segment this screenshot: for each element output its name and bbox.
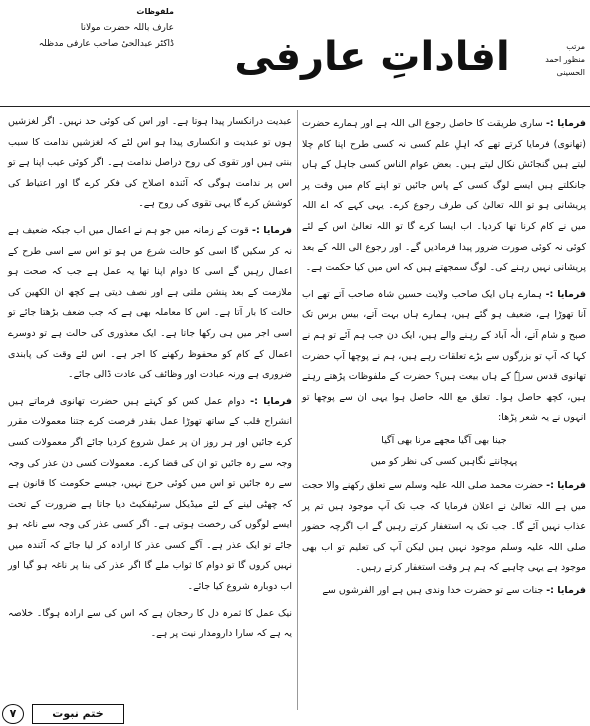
section-tag: ملفوظات [136,7,174,16]
paragraph-label: فرمایا :- [546,480,586,492]
paragraph-label: فرمایا :- [545,118,586,129]
paragraph [302,285,586,429]
author-line-2: ڈاکٹر عبدالحیٔ صاحب عارفی مدظلہ [38,39,174,49]
paragraph-text: ہمارے ہاں ایک صاحب ولایت حسین شاہ صاحب آتے تھے اب آنا تھوڑا ہے، ضعیف ہو گئے ہیں، ہمارے ہاں بہت آتے، بیس برس تک صبح و شام آتے، الٰہ آباد کے رہنے والے ہیں، ایک دن جب ہم آئے تو ہم نے کہا کہ آپ تو بزرگوں سے بڑے تعلقات رہے ہیں، ہم نے پوچھا آپ حضرت تھانوی قدس سرہٗ کے ہاں بیعت ہیں؟ حضرت کے ملفوظات پڑھتے رہتے ہیں، کچھ حاصل ہوا۔ تعلق مع اللہ حاصل ہوا یہی ان سے پوچھا تو انہوں نے یہ شعر پڑھا: [302,288,586,424]
author-line-1: عارف باللہ حضرت مولانا [80,23,174,33]
page-number: ۷ [2,704,24,724]
paragraph [8,221,292,386]
paragraph [8,112,292,215]
paragraph-text: ساری طریقت کا حاصل رجوع الی اللہ ہے اور ہمارے حضرت (تھانوی) فرمایا کرتے تھے کہ اہلِ علم کسی نہ کسی طرح اپنا کام چلا لیتے ہیں گنجائش نکال لیتے ہیں۔ بعض عوام الناس کسی جاہل کے ہاں جانکلتے ہیں ایسے لوگ کسی کے پاس جائیں تو اپنے کام میں وقت پر پریشانی ہو تو اللہ تعالیٰ کی طرف رجوع کرے۔ یہی کہے کہ اے اللہ میں نے کام کرنا تھا کردیا۔ اب ایسا کرے گا تو اللہ تعالیٰ اس کے لئے کوئی نہ کوئی صورت ضرور پیدا فرمادیں گے۔ اور رجوع الی اللہ کے بعد پریشانی نہیں رہنے کی۔ لوگ سمجھتے ہیں کہ اس میں کیا حکمت ہے۔ [302,118,586,274]
compiler-label: مرتب [566,42,585,51]
right-column [302,114,586,602]
paragraph-label: فرمایا :- [546,585,586,597]
paragraph-text: جنات سے تو حضرت خدا وندی ہیں ہے اور الفرشوں سے [322,585,544,597]
left-column [8,112,292,645]
paragraph [302,114,586,279]
paragraph-text: عبدیت درانکسار پیدا ہوتا ہے۔ اور اس کی کوئی حد نہیں۔ اگر لغزشیں ہوں تو عبدیت و انکساری پیدا ہو اس لئے کہ لغزشیں ندامت کا سبب بنتی ہیں اور تقوی کی روح دراصل ندامت ہے۔ اگر کوئی عیب اپنا ہے تو اس پر ندامت ہوگی کہ آئندہ اصلاح کی فکر کرے گا اور اعتیاط کی کوشش کرے گا یہی تقوی کی روح ہے۔ [8,116,292,210]
paragraph [8,604,292,645]
page-title: افاداتِ عارفی [234,34,510,80]
paragraph-text: حضرت محمد صلی اللہ علیہ وسلم سے تعلق رکھنے والا حجت میں ہے اللہ تعالیٰ نے اعلان فرمایا کہ جب تک آپ موجود ہیں تم پر عذاب نہیں آئے گا۔ جب تک یہ استغفار کرتے رہیں گے اب اگرچہ حضور صلی اللہ علیہ وسلم موجود نہیں ہیں لیکن آپ کی تعلیم تو اب بھی موجود ہے یہی چاہیے کہ ہم ہر وقت استغفار کرتے رہیں۔ [302,480,586,574]
paragraph [8,392,292,598]
author-credit [6,4,174,52]
compiler-name: منظور احمد الحسینی [545,55,585,77]
paragraph-text: دوام عمل کس کو کہتے ہیں حضرت تھانوی فرماتے ہیں انشراح قلب کے ساتھ تھوڑا عمل بقدر فرصت کرے جتنا معمولات مقرر کرے جائیں اور ہر روز ان پر عمل شروع کردیا جائے اگر معمولات کسی وجہ سے رہ جائیں تو ان کی قضا کرے۔ معمولات کسی دن عذر کی وجہ سے رہ جائیں تو اس میں کوئی حرج نہیں، جیسے حکومت کا قانون ہے کہ چھٹی لینے کے لئے میڈیکل سرٹیفکیٹ دیا جاتا ہے ضرورت کے تحت ایسے لوگوں کی رخصت ہوتی ہے۔ اگر کسی عذر کی وجہ سے ناغہ ہو جائے تو ایک عذر ہے۔ آگے کسی عذر کا ارادہ کر لیا جائے کہ آئندہ میں نہیں کروں گا تو دوام کا ثواب ملے گا اگر عذر کی بنا پر ناغہ ہو گیا اور اب دوبارہ شروع کیا جائے۔ [8,395,292,593]
compiler-credit [523,40,585,79]
page-footer [2,704,124,723]
verse-line: پہچانتے نگاہیں کسی کی نظر کو میں [370,455,518,467]
paragraph-text: نیک عمل کا ثمرہ دل کا رحجان ہے کہ اس کی سے ارادہ ہوگا۔ خلاصہ یہ ہے کہ سارا دارومدار نیت پر ہے۔ [8,607,292,640]
paragraph-label: فرمایا :- [545,288,586,300]
header-rule [0,106,590,107]
paragraph-label: فرمایا :- [250,395,292,407]
paragraph-label: فرمایا :- [252,224,293,236]
paragraph-text: قوت کے زمانہ میں جو ہم نے اعمال میں اب جبکہ ضعیف ہے نہ کر سکیں گا اسی کو حالت شرع مں ہو تو اس سے اسی طرح کے اعمال رہیں گے اسی کا دوام اپنا تھا یہ عمل ہے جب کہ صحت ہو ملازمت کے بعد پنشن ملتی ہے اور نصف دیتی ہے کچھ ان الکھین کی حالت کا بار آتا ہے۔ اس کا معاملہ بھی ہے کہ جب ضعف بڑھتا جائے تو اسی اجر میں ہی رکھا جاتا ہے۔ ایک معذوری کی حالت ہے تو دوسرے اعمال کے کام کو محفوظ رکھنے کا اجر ہے۔ اس لئے وقت کی پابندی ضروری ہے ورنہ عبادت اور وظائف کی عادت ڈالی جائے۔ [8,224,292,381]
paragraph [302,581,586,602]
series-label: ختم نبوت [32,704,124,724]
paragraph [302,476,586,579]
column-divider [297,110,298,710]
verse-line: جینا بھی آگیا مجھے مرنا بھی آگیا [381,434,507,446]
